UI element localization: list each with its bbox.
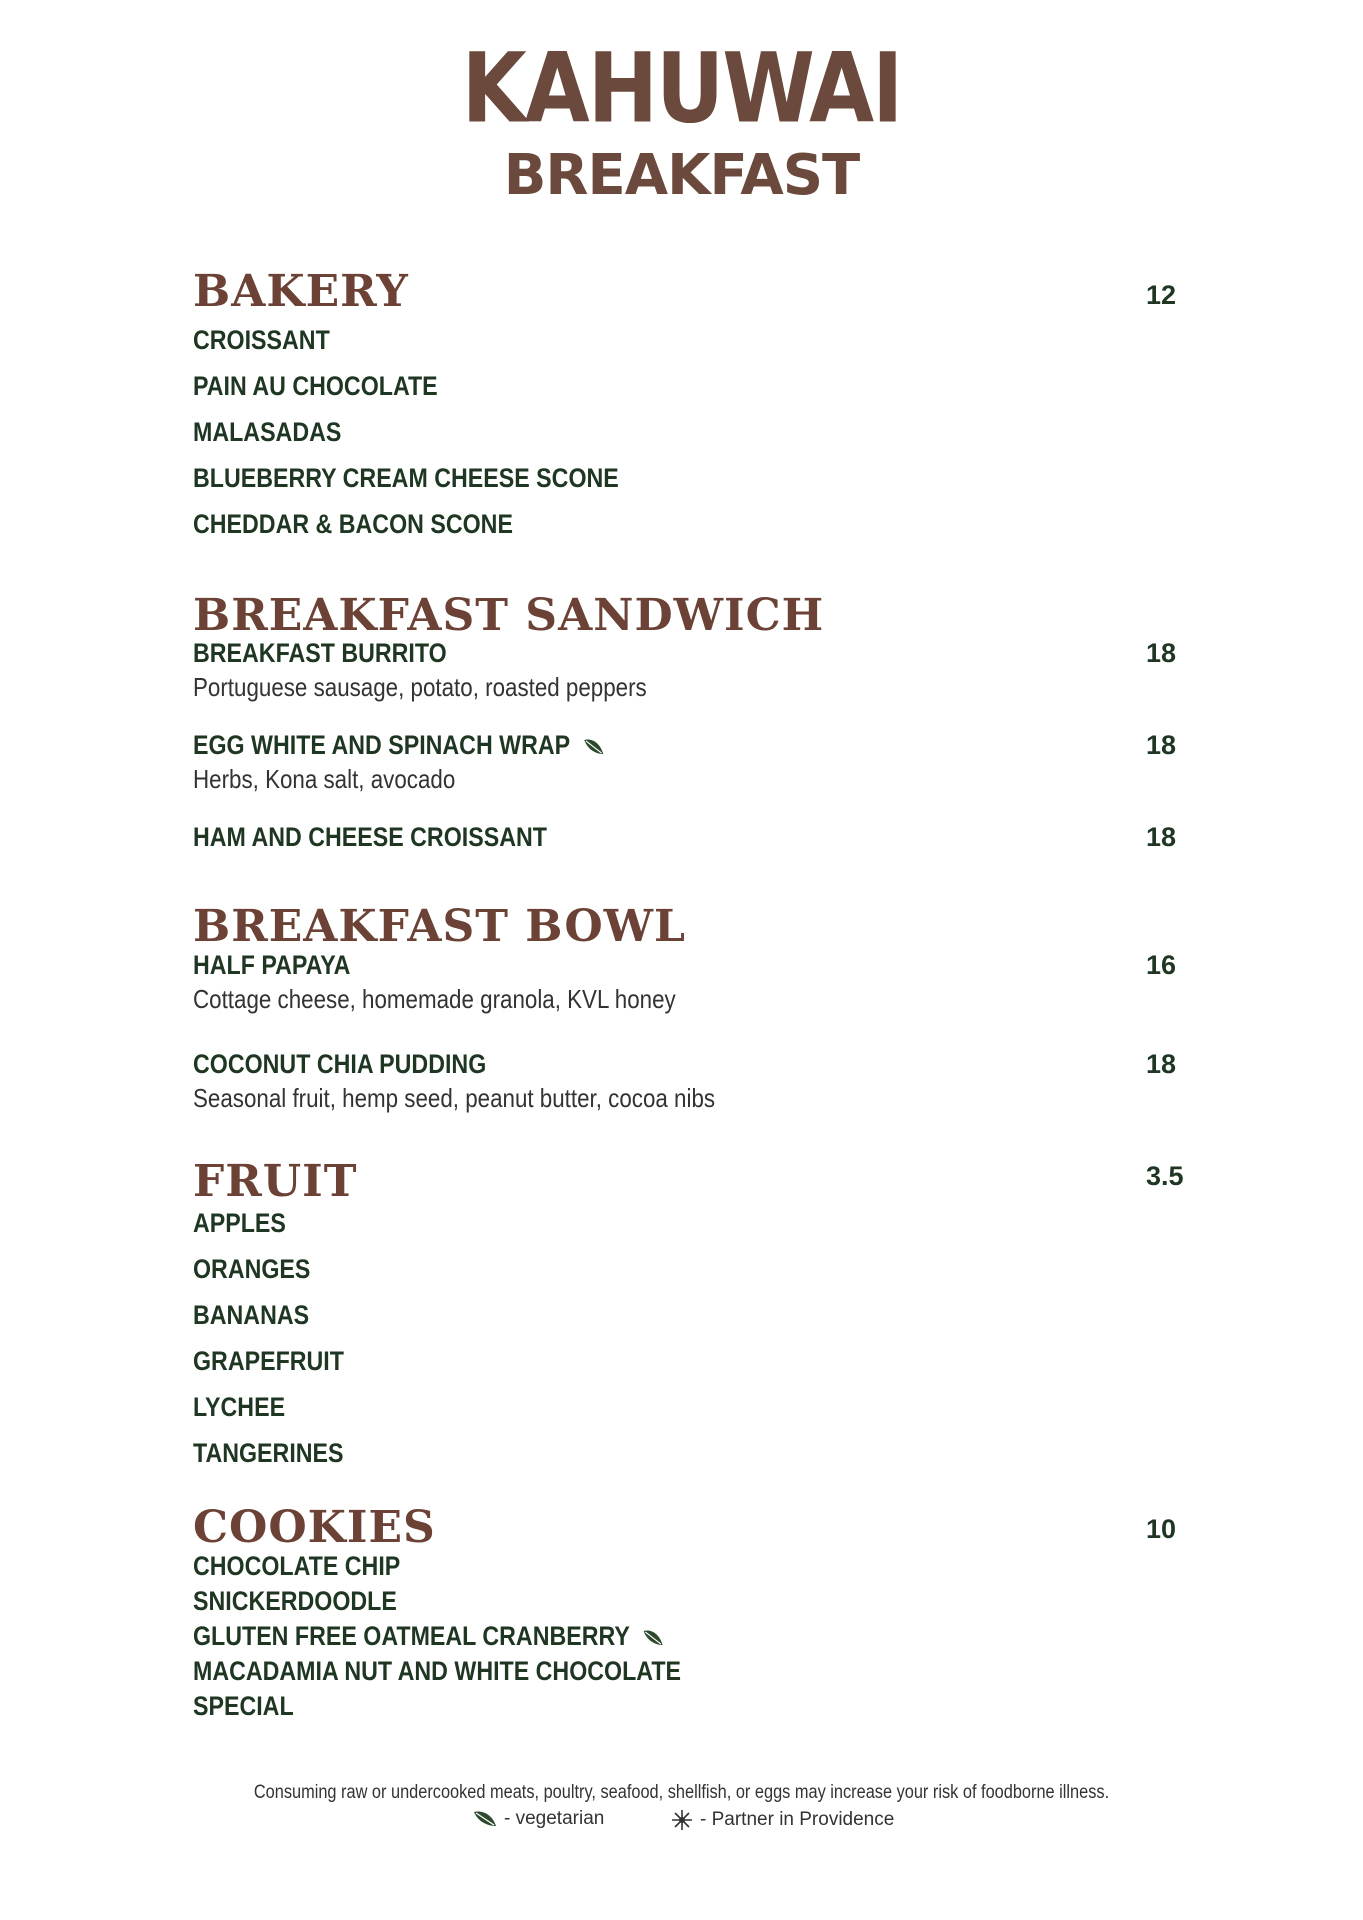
list-item: CROISSANT (193, 325, 330, 355)
menu-item-name: HAM AND CHEESE CROISSANT (193, 822, 547, 852)
list-item: GRAPEFRUIT (193, 1346, 344, 1376)
section-title-bakery: BAKERY (193, 266, 409, 317)
list-item: ORANGES (193, 1254, 311, 1284)
list-item: SPECIAL (193, 1691, 294, 1721)
leaf-icon (472, 1808, 498, 1830)
brand-logo: KAHUWAI (461, 31, 902, 145)
list-item: BLUEBERRY CREAM CHEESE SCONE (193, 463, 619, 493)
menu-item-price: 18 (1146, 1049, 1177, 1079)
leaf-icon (582, 736, 604, 758)
price-fruit: 3.5 (1146, 1161, 1184, 1191)
list-item: CHOCOLATE CHIP (193, 1551, 401, 1581)
menu-item-name-row (193, 732, 605, 759)
menu-item-name: HALF PAPAYA (193, 950, 351, 980)
section-title-bowl: BREAKFAST BOWL (193, 901, 686, 952)
menu-item-desc: Seasonal fruit, hemp seed, peanut butter, cocoa nibs (193, 1083, 716, 1113)
list-item: BANANAS (193, 1300, 310, 1330)
price-cookies: 10 (1146, 1514, 1177, 1544)
leaf-icon (642, 1627, 664, 1649)
menu-item-desc: Cottage cheese, homemade granola, KVL honey (193, 984, 676, 1014)
menu-title: BREAKFAST (503, 143, 860, 208)
legend-vegetarian-label: - vegetarian (504, 1808, 605, 1829)
menu-item-price: 18 (1146, 730, 1177, 760)
legend-partner-label: - Partner in Providence (700, 1809, 895, 1830)
foodborne-illness-note: Consuming raw or undercooked meats, poultry, seafood, shellfish, or eggs may increase your risk of foodborne illness. (253, 1782, 1110, 1803)
list-item: CHEDDAR & BACON SCONE (193, 509, 513, 539)
list-item: GLUTEN FREE OATMEAL CRANBERRY (193, 1621, 630, 1651)
section-title-cookies: COOKIES (193, 1502, 436, 1553)
menu-item-price: 16 (1146, 950, 1177, 980)
list-item-row (193, 1623, 664, 1650)
list-item: MACADAMIA NUT AND WHITE CHOCOLATE (193, 1656, 681, 1686)
legend-vegetarian (472, 1808, 604, 1830)
menu-item-price: 18 (1146, 822, 1177, 852)
price-bakery: 12 (1146, 280, 1177, 310)
list-item: APPLES (193, 1208, 286, 1238)
menu-item-name: EGG WHITE AND SPINACH WRAP (193, 730, 571, 760)
menu-item-name: BREAKFAST BURRITO (193, 638, 447, 668)
menu-item-price: 18 (1146, 638, 1177, 668)
list-item: MALASADAS (193, 417, 342, 447)
menu-item-desc: Portuguese sausage, potato, roasted peppers (193, 672, 647, 702)
legend-partner (670, 1808, 894, 1832)
list-item: LYCHEE (193, 1392, 286, 1422)
menu-item-name: COCONUT CHIA PUDDING (193, 1049, 487, 1079)
menu-item-desc: Herbs, Kona salt, avocado (193, 764, 456, 794)
star-burst-icon (670, 1808, 694, 1832)
section-title-fruit: FRUIT (193, 1156, 358, 1207)
list-item: TANGERINES (193, 1438, 344, 1468)
list-item: SNICKERDOODLE (193, 1586, 397, 1616)
section-title-sandwich: BREAKFAST SANDWICH (193, 590, 825, 641)
list-item: PAIN AU CHOCOLATE (193, 371, 438, 401)
